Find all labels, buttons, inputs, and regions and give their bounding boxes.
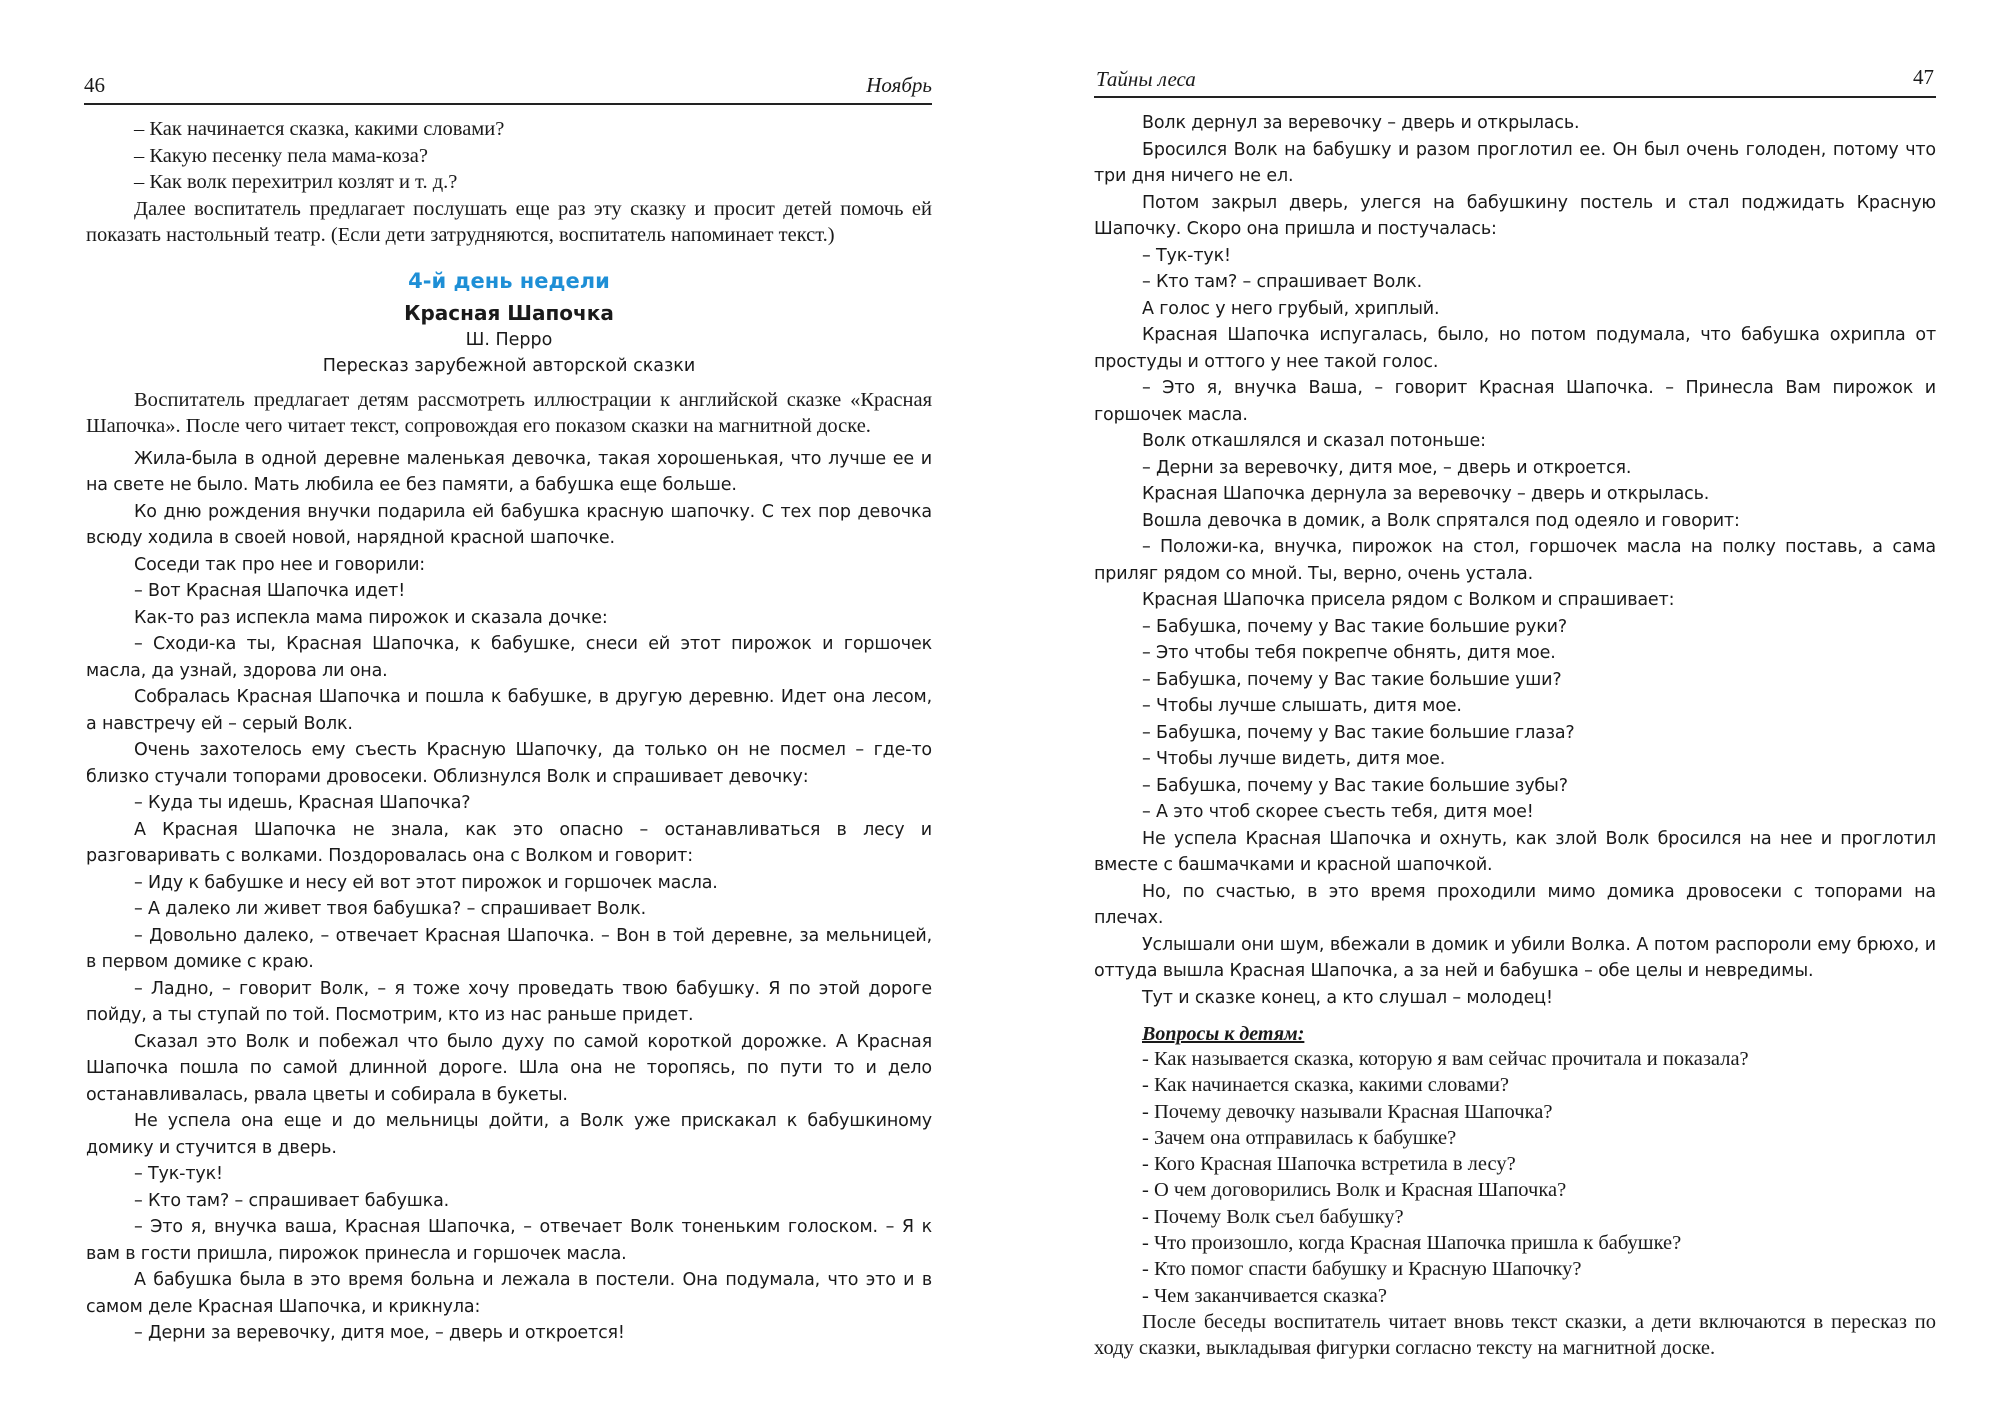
story-paragraph: А бабушка была в это время больна и лежала в постели. Она подумала, что это и в самом деле Красная Шапочка, и крикнула: (86, 1270, 932, 1317)
question-item: - О чем договорились Волк и Красная Шапочка? (1142, 1179, 1567, 1202)
story-paragraph: Ко дню рождения внучки подарила ей бабушка красную шапочку. С тех пор девочка всюду ходила в своей новой, нарядной красной шапочке. (86, 501, 932, 548)
story-paragraph: – А это чтоб скорее съесть тебя, дитя мое! (1142, 802, 1534, 822)
question-item: - Почему девочку называли Красная Шапочка? (1142, 1100, 1553, 1123)
story-title: Красная Шапочка (404, 300, 614, 325)
story-paragraph: – Сходи-ка ты, Красная Шапочка, к бабушке, снеси ей этот пирожок и горшочек масла, да узнай, здорова ли она. (86, 634, 932, 681)
left-text-column (86, 116, 932, 1347)
story-paragraph: Красная Шапочка присела рядом с Волком и спрашивает: (1142, 590, 1675, 610)
story-paragraph: – Положи-ка, внучка, пирожок на стол, горшочек масла на полку поставь, а сама приляг рядом со мной. Ты, верно, очень устала. (1094, 537, 1936, 584)
story-paragraph: – Это я, внучка ваша, Красная Шапочка, – отвечает Волк тоненьким голоском. – Я к вам в гости пришла, пирожок принесла и горшочек масла. (86, 1217, 932, 1264)
question-item: - Как называется сказка, которую я вам сейчас прочитала и показала? (1142, 1048, 1749, 1070)
right-page (1000, 0, 2000, 1418)
page-number-left: 46 (84, 73, 105, 97)
story-paragraph: – Ладно, – говорит Волк, – я тоже хочу проведать твою бабушку. Я по этой дороге пойду, а ты ступай по той. Посмотрим, кто из нас раньше придет. (86, 978, 932, 1025)
story-paragraph: – Тук-тук! (134, 1164, 223, 1184)
story-paragraph: – Тук-тук! (1142, 245, 1231, 266)
header-rule-right (1094, 96, 1936, 98)
intro-question: – Как волк перехитрил козлят и т. д.? (134, 171, 458, 193)
story-paragraph: – Это чтобы тебя покрепче обнять, дитя мое. (1142, 643, 1556, 663)
story-paragraph: Тут и сказке конец, а кто слушал – молодец! (1142, 987, 1553, 1008)
lead-paragraph: Воспитатель предлагает детям рассмотреть иллюстрации к английской сказке «Красная Шапочка». После чего читает текст, сопровождая его показом сказки на магнитной доске. (86, 388, 932, 437)
story-paragraph: Услышали они шум, вбежали в домик и убили Волка. А потом распороли ему брюхо, и оттуда вышла Красная Шапочка, а за ней и бабушка – обе целы и невредимы. (1094, 934, 1936, 981)
question-item: - Чем заканчивается сказка? (1142, 1284, 1387, 1307)
story-paragraph: – Кто там? – спрашивает бабушка. (134, 1190, 450, 1211)
story-paragraph: Волк дернул за веревочку – дверь и открылась. (1142, 113, 1580, 133)
story-paragraph: – Бабушка, почему у Вас такие большие глаза? (1142, 722, 1575, 743)
story-paragraph: Красная Шапочка испугалась, было, но потом подумала, что бабушка охрипла от простуды и оттого у нее такой голос. (1094, 325, 1936, 372)
story-paragraph: – Чтобы лучше слышать, дитя мое. (1142, 696, 1462, 716)
story-paragraph: Потом закрыл дверь, улегся на бабушкину постель и стал поджидать Красную Шапочку. Скоро она пришла и постучалась: (1094, 192, 1936, 239)
header-rule-left (84, 103, 932, 105)
page-number-right: 47 (1913, 65, 1934, 89)
story-paragraph: – Вот Красная Шапочка идет! (134, 581, 406, 601)
story-subtitle: Пересказ зарубежной авторской сказки (322, 355, 696, 376)
story-author: Ш. Перро (465, 329, 553, 350)
question-item: - Как начинается сказка, какими словами? (1142, 1074, 1509, 1097)
story-paragraph: – Довольно далеко, – отвечает Красная Шапочка. – Вон в той деревне, за мельницей, в первом домике с краю. (86, 925, 932, 972)
story-paragraph: Очень захотелось ему съесть Красную Шапочку, да только он не посмел – где-то близко стучали топорами дровосеки. Облизнулся Волк и спрашивает девочку: (86, 740, 932, 787)
running-title-left: Ноябрь (866, 73, 932, 97)
story-paragraph: – Бабушка, почему у Вас такие большие руки? (1142, 616, 1567, 637)
question-item: - Кого Красная Шапочка встретила в лесу? (1142, 1153, 1516, 1176)
story-paragraph: – Бабушка, почему у Вас такие большие уши? (1142, 669, 1562, 690)
story-paragraph: – Это я, внучка Ваша, – говорит Красная Шапочка. – Принесла Вам пирожок и горшочек масла. (1094, 378, 1936, 425)
questions-heading: Вопросы к детям: (1142, 1023, 1305, 1045)
story-paragraph: – Бабушка, почему у Вас такие большие зубы? (1142, 775, 1568, 796)
story-paragraph: – Куда ты идешь, Красная Шапочка? (134, 793, 471, 813)
story-paragraph: – Кто там? – спрашивает Волк. (1142, 272, 1423, 292)
story-paragraph: А голос у него грубый, хриплый. (1142, 298, 1440, 319)
story-paragraph: Сказал это Волк и побежал что было духу по самой короткой дорожке. А Красная Шапочка пошла по самой длинной дороге. Шла она не торопясь, по пути то и дело останавливалась, рвала цветы и собирала в букеты. (86, 1031, 932, 1105)
intro-questions (86, 116, 932, 249)
story-paragraph: Не успела Красная Шапочка и охнуть, как злой Волк бросился на нее и проглотил вместе с башмачками и красной шапочкой. (1094, 828, 1936, 875)
story-paragraph: Соседи так про нее и говорили: (134, 554, 426, 575)
story-paragraph: Как-то раз испекла мама пирожок и сказала дочке: (134, 607, 608, 628)
question-item: - Кто помог спасти бабушку и Красную Шапочку? (1142, 1258, 1582, 1281)
story-paragraph: – Дерни за веревочку, дитя мое, – дверь и откроется! (134, 1323, 625, 1343)
day-heading: 4-й день недели (408, 268, 610, 293)
intro-paragraph: Далее воспитатель предлагает послушать еще раз эту сказку и просит детей помочь ей показать настольный театр. (Если дети затрудняются, воспитатель напоминает текст.) (86, 197, 932, 246)
closing-paragraph: После беседы воспитатель читает вновь текст сказки, а дети включаются в пересказ по ходу сказки, выкладывая фигурки согласно тексту на магнитной доске. (1094, 1310, 1936, 1360)
story-paragraph: – Дерни за веревочку, дитя мое, – дверь и откроется. (1142, 457, 1632, 478)
intro-question: – Как начинается сказка, какими словами? (134, 118, 505, 140)
story-text-left (86, 446, 932, 1347)
right-text-column (1094, 110, 1936, 1362)
story-paragraph: Собралась Красная Шапочка и пошла к бабушке, в другую деревню. Идет она лесом, а навстречу ей – серый Волк. (86, 687, 932, 734)
story-paragraph: – Иду к бабушке и несу ей вот этот пирожок и горшочек масла. (134, 872, 718, 893)
intro-question: – Какую песенку пела мама-коза? (134, 144, 428, 167)
story-paragraph: Волк откашлялся и сказал потоньше: (1142, 431, 1486, 451)
question-item: - Зачем она отправилась к бабушке? (1142, 1126, 1457, 1149)
story-paragraph: – Чтобы лучше видеть, дитя мое. (1142, 749, 1446, 769)
story-paragraph: Бросился Волк на бабушку и разом проглотил ее. Он был очень голоден, потому что три дня ничего не ел. (1094, 139, 1936, 186)
question-item: - Что произошло, когда Красная Шапочка пришла к бабушке? (1142, 1232, 1682, 1255)
story-paragraph: Вошла девочка в домик, а Волк спрятался под одеяло и говорит: (1142, 510, 1740, 531)
story-paragraph: А Красная Шапочка не знала, как это опасно – останавливаться в лесу и разговаривать с волками. Поздоровалась она с Волком и говорит: (86, 819, 932, 866)
story-text-right (1094, 110, 1936, 1011)
story-paragraph: Но, по счастью, в это время проходили мимо домика дровосеки с топорами на плечах. (1094, 881, 1936, 928)
question-item: - Почему Волк съел бабушку? (1142, 1205, 1404, 1228)
story-paragraph: Красная Шапочка дернула за веревочку – дверь и открылась. (1142, 484, 1710, 504)
story-paragraph: – А далеко ли живет твоя бабушка? – спрашивает Волк. (134, 899, 647, 919)
questions-list (1094, 1046, 1936, 1309)
running-title-right: Тайны леса (1096, 67, 1196, 91)
story-paragraph: Жила-была в одной деревне маленькая девочка, такая хорошенькая, что лучше ее и на свете не было. Мать любила ее без памяти, а бабушка еще больше. (86, 448, 932, 495)
story-paragraph: Не успела она еще и до мельницы дойти, а Волк уже прискакал к бабушкиному домику и стучится в дверь. (86, 1111, 932, 1158)
